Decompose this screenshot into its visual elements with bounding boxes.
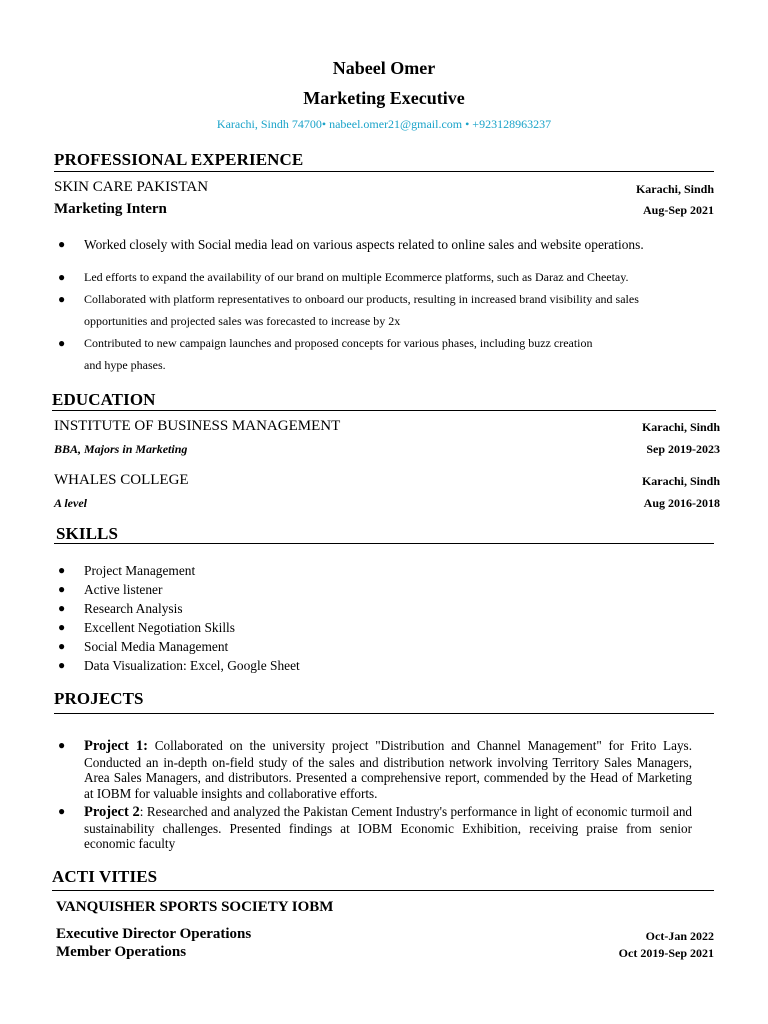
- company-location: Karachi, Sindh: [635, 182, 714, 196]
- school-location: Karachi, Sindh: [641, 474, 720, 488]
- bullet-icon: ●: [58, 658, 66, 672]
- skill-item: Active listener: [84, 582, 163, 597]
- bullet-icon: ●: [58, 620, 66, 634]
- school-location: Karachi, Sindh: [641, 420, 720, 434]
- section-divider: [52, 890, 714, 891]
- activity-dates: Oct 2019-Sep 2021: [618, 946, 714, 960]
- bullet-icon: ●: [58, 292, 66, 306]
- bullet-text-continued: and hype phases.: [84, 358, 166, 372]
- education-dates: Sep 2019-2023: [646, 442, 720, 456]
- bullet-icon: ●: [58, 336, 66, 350]
- section-divider: [54, 171, 714, 172]
- school-name: INSTITUTE OF BUSINESS MANAGEMENT: [54, 418, 341, 434]
- bullet-icon: ●: [58, 563, 66, 577]
- bullet-icon: ●: [58, 738, 66, 752]
- skill-item: Data Visualization: Excel, Google Sheet: [84, 658, 300, 673]
- bullet-icon: ●: [58, 639, 66, 653]
- activity-organization: VANQUISHER SPORTS SOCIETY IOBM: [56, 899, 334, 915]
- job-dates: Aug-Sep 2021: [642, 203, 714, 217]
- candidate-title: Marketing Executive: [303, 88, 465, 108]
- project-text: : Researched and analyzed the Pakistan Cement Industry's performance in light of economic turmoil and sustainability challenges. Presented findings at IOBM Economic Exhibition, receiving praise from senior economic faculty: [84, 804, 693, 851]
- bullet-icon: ●: [58, 601, 66, 615]
- bullet-text: Collaborated with platform representatives to onboard our products, resulting in increased brand visibility and sales: [84, 292, 639, 306]
- activity-role: Member Operations: [56, 944, 187, 960]
- section-heading-projects: PROJECTS: [54, 689, 144, 708]
- section-heading-skills: SKILLS: [56, 524, 119, 543]
- section-heading-activities: ACTI VITIES: [52, 867, 158, 886]
- degree: BBA, Majors in Marketing: [54, 442, 188, 456]
- education-dates: Aug 2016-2018: [643, 496, 720, 510]
- bullet-text: Contributed to new campaign launches and proposed concepts for various phases, including buzz creation: [84, 336, 593, 350]
- skill-item: Project Management: [84, 563, 196, 578]
- contact-line[interactable]: Karachi, Sindh 74700• nabeel.omer21@gmail.com • +923128963237: [216, 117, 552, 131]
- skill-item: Social Media Management: [84, 639, 229, 654]
- school-name: WHALES COLLEGE: [54, 472, 189, 488]
- section-heading-experience: PROFESSIONAL EXPERIENCE: [54, 150, 304, 169]
- bullet-icon: ●: [58, 237, 66, 251]
- project-description: [84, 804, 692, 852]
- bullet-text-continued: opportunities and projected sales was forecasted to increase by 2x: [84, 314, 401, 328]
- company-name: SKIN CARE PAKISTAN: [54, 179, 209, 195]
- section-heading-education: EDUCATION: [52, 390, 156, 409]
- project-label: Project 2: [84, 804, 140, 820]
- job-role: Marketing Intern: [54, 201, 167, 217]
- bullet-text: Worked closely with Social media lead on various aspects related to online sales and website operations.: [84, 237, 644, 252]
- skill-item: Excellent Negotiation Skills: [84, 620, 235, 635]
- project-text: Collaborated on the university project "Distribution and Channel Management" for Frito Lays. Conducted an in-depth on-field study of the sales and distribution network involving Territory Sales Managers, Area Sales Managers, and distributors. Presented a comprehensive report, commended by the Head of Marketing at IOBM for valuable insights and collaborative efforts.: [84, 738, 692, 801]
- section-divider: [54, 713, 714, 714]
- degree: A level: [54, 496, 87, 510]
- bullet-icon: ●: [58, 582, 66, 596]
- activity-dates: Oct-Jan 2022: [645, 929, 714, 943]
- activity-role: Executive Director Operations: [56, 926, 252, 942]
- skill-item: Research Analysis: [84, 601, 183, 616]
- bullet-text: Led efforts to expand the availability of our brand on multiple Ecommerce platforms, such as Daraz and Cheetay.: [84, 270, 629, 284]
- section-divider: [52, 410, 716, 411]
- bullet-icon: ●: [58, 270, 66, 284]
- project-description: [84, 738, 692, 801]
- bullet-icon: ●: [58, 804, 66, 818]
- project-label: Project 1:: [84, 738, 148, 754]
- candidate-name: Nabeel Omer: [332, 58, 436, 78]
- section-divider: [54, 543, 714, 544]
